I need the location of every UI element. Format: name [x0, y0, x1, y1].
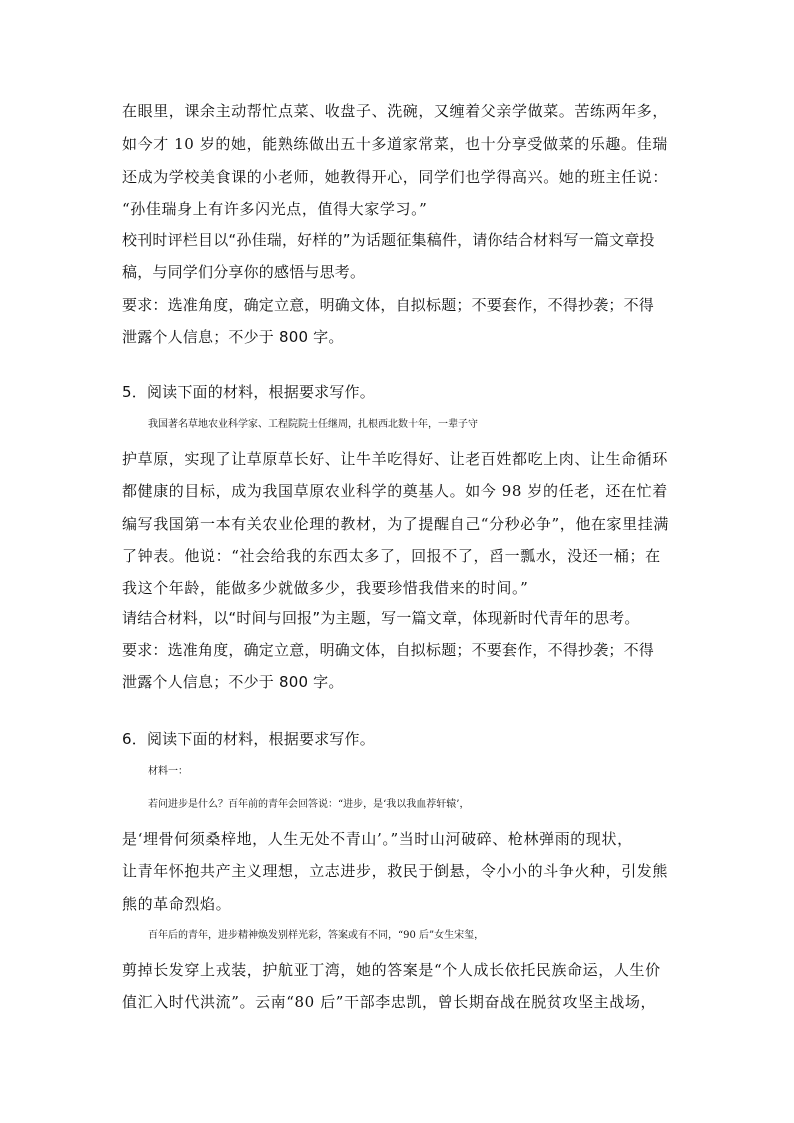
requirement-line: 泄露个人信息；不少于 800 字。	[122, 673, 344, 691]
material-line: 还成为学校美食课的小老师，她教得开心，同学们也学得高兴。她的班主任说：	[122, 168, 669, 186]
material-line: “孙佳瑞身上有许多闪光点，值得大家学习。”	[122, 200, 428, 218]
material-line: 百年后的青年，进步精神焕发别样光彩，答案或有不同，“90 后”女生宋玺，	[148, 930, 485, 941]
material-line: 如今才 10 岁的她，能熟练做出五十多道家常菜，也十分享受做菜的乐趣。佳瑞	[122, 135, 668, 153]
material-line: 熊的革命烈焰。	[122, 895, 232, 913]
requirement-line: 要求：选准角度，确定立意，明确文体，自拟标题；不要套作，不得抄袭；不得	[122, 641, 655, 659]
material-line: 让青年怀抱共产主义理想，立志进步，救民于倒悬，令小小的斗争火种，引发熊	[122, 862, 669, 880]
task-line: 稿，与同学们分享你的感悟与思考。	[122, 263, 366, 281]
requirement-line: 泄露个人信息；不少于 800 字。	[122, 328, 344, 346]
material-line: 护草原，实现了让草原草长好、让牛羊吃得好、让老百姓都吃上肉、让生命循环	[122, 450, 669, 468]
material-line: 在眼里，课余主动帮忙点菜、收盘子、洗碗，又缠着父亲学做菜。苦练两年多，	[122, 102, 669, 120]
material-line: 都健康的目标，成为我国草原农业科学的奠基人。如今 98 岁的任老，还在忙着	[122, 482, 668, 500]
material-line: 若问进步是什么？百年前的青年会回答说：“进步，是‘我以我血荐轩辕’，	[148, 799, 470, 810]
requirement-line: 要求：选准角度，确定立意，明确文体，自拟标题；不要套作，不得抄袭；不得	[122, 296, 655, 314]
question-heading: 6．阅读下面的材料，根据要求写作。	[122, 730, 375, 748]
material-line: 我这个年龄，能做多少就做多少，我要珍惜我借来的时间。”	[122, 579, 529, 597]
material-line: 剪掉长发穿上戎装，护航亚丁湾，她的答案是“个人成长依托民族命运，人生价	[122, 961, 661, 979]
material-line: 值汇入时代洪流”。云南“80 后”干部李忠凯，曾长期奋战在脱贫攻坚主战场，	[122, 993, 657, 1011]
material-line: 了钟表。他说：“社会给我的东西太多了，回报不了，舀一瓢水，没还一桶；在	[122, 547, 661, 565]
material-line: 编写我国第一本有关农业伦理的教材，为了提醒自己“分秒必争”，他在家里挂满	[122, 515, 669, 533]
question-heading: 5．阅读下面的材料，根据要求写作。	[122, 383, 375, 401]
task-line: 校刊时评栏目以“孙佳瑞，好样的”为话题征集稿件，请你结合材料写一篇文章投	[122, 231, 655, 249]
material-label: 材料一：	[148, 766, 188, 777]
material-line: 是‘埋骨何须桑梓地，人生无处不青山’。”当时山河破碎、枪林弹雨的现状，	[122, 830, 633, 848]
task-line: 请结合材料，以“时间与回报”为主题，写一篇文章，体现新时代青年的思考。	[122, 609, 640, 627]
material-line: 我国著名草地农业科学家、工程院院士任继周，扎根西北数十年，一辈子守	[148, 419, 478, 430]
